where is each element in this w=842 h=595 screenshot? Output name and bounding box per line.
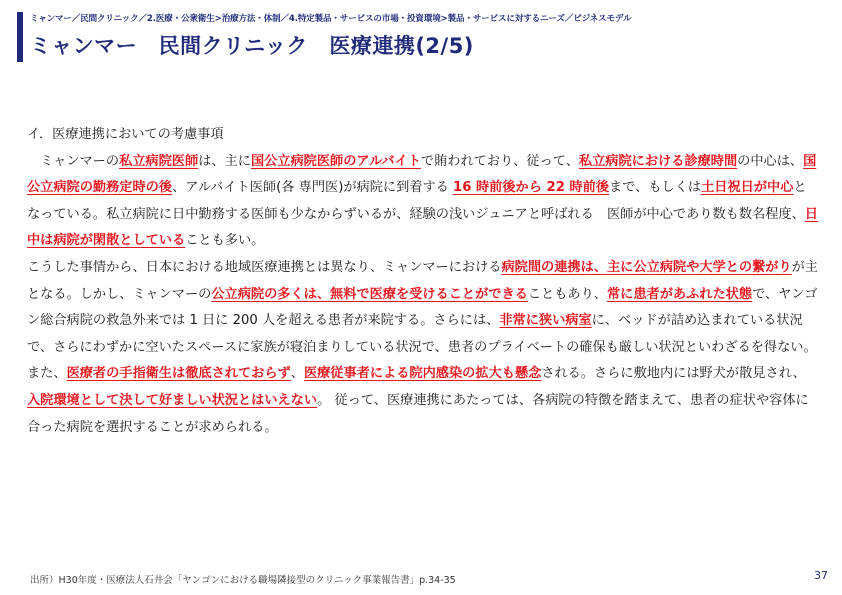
highlighted-text: 国公立病院医師のアルバイト bbox=[250, 153, 421, 169]
page-number: 37 bbox=[814, 569, 828, 582]
highlighted-text: 医療者の手指衛生は徹底されておらず bbox=[66, 366, 291, 382]
body-text-segment: こともあり、 bbox=[527, 286, 607, 302]
highlighted-text: 16 時前後から 22 時前後 bbox=[453, 180, 610, 196]
body-text-segment: の中心は、 bbox=[737, 153, 804, 169]
body-text-segment: される。さらに敷地内には野犬が散見され、 bbox=[541, 366, 806, 382]
highlighted-text: 常に患者があふれた状態 bbox=[607, 286, 753, 302]
body-text-segment: となっている。私立病院に日中勤務する医師も少なからずいるが、経験の浅いジュニアと呼ばれる 医師が中心であり数も数名程度、 bbox=[27, 180, 807, 222]
body-text-segment: こうした事情から、日本における地域医療連携とは異なり、ミャンマーにおける bbox=[27, 259, 502, 275]
highlighted-text: 公立病院の多くは、無料で医療を受けることができる bbox=[211, 286, 528, 302]
paragraph-1 bbox=[27, 149, 819, 255]
body-text-segment: ミャンマーの bbox=[27, 153, 120, 169]
highlighted-text: 私立病院医師 bbox=[119, 153, 199, 169]
breadcrumb: ミャンマー／民間クリニック／2.医療・公衆衛生>治療方法・体制／4.特定製品・サービスの市場・投資環境>製品・サービスに対するニーズ／ビジネスモデル bbox=[30, 14, 632, 24]
highlighted-text: 国公立病院の勤務定時の後 bbox=[27, 153, 817, 196]
highlighted-text: 非常に狭い病室 bbox=[499, 313, 592, 329]
body-text-segment: ことも多い。 bbox=[185, 233, 265, 249]
highlighted-text: 日中は病院が閑散としている bbox=[27, 206, 818, 249]
paragraph-2 bbox=[27, 255, 819, 441]
body-text-segment: で、ヤンゴン総合病院の救急外来では 1 日に 200 人を超える患者が来院する。さらには、 bbox=[27, 286, 818, 329]
body-text-segment: まで、もしくは bbox=[609, 180, 702, 196]
source-citation: 出所）H30年度・医療法人石井会「ヤンゴンにおける職場隣接型のクリニック事業報告書」p.34-35 bbox=[30, 575, 456, 586]
highlighted-text: 私立病院における診療時間 bbox=[578, 153, 738, 169]
body-text-segment: で賄われており、従って、 bbox=[420, 153, 579, 169]
section-heading: イ．医療連携においての考慮事項 bbox=[27, 127, 224, 142]
highlighted-text: 病院間の連携は、主に公立病院や大学との繋がり bbox=[501, 259, 792, 275]
body-text-segment: 。 従って、医療連携にあたっては、各病院の特徴を踏まえて、患者の症状や容体に合った病院を選択することが求められる。 bbox=[27, 392, 809, 435]
body-text-segment: は、主に bbox=[198, 153, 251, 169]
highlighted-text: 土日祝日が中心 bbox=[701, 180, 794, 196]
title-accent-bar bbox=[17, 12, 23, 62]
body-text-segment: 、アルバイト医師(各 専門医)が病院に到着する bbox=[172, 180, 454, 196]
body-text-segment: 、 bbox=[290, 366, 304, 382]
page-title: ミャンマー 民間クリニック 医療連携(2/5) bbox=[30, 34, 474, 58]
highlighted-text: 医療従事者による院内感染の拡大も懸念 bbox=[303, 366, 542, 382]
body-text bbox=[27, 122, 819, 441]
body-text-segment: に、ベッドが詰め込まれている状況で、さらにわずかに空いたスペースに家族が寝泊まりしている状況で、患者のプライベートの確保も厳しい状況といわざるを得ない。また、 bbox=[27, 313, 817, 382]
body-text-segment: が主となる。しかし、ミャンマーの bbox=[27, 259, 818, 302]
highlighted-text: 入院環境として決して好ましい状況とはいえない bbox=[27, 392, 318, 408]
